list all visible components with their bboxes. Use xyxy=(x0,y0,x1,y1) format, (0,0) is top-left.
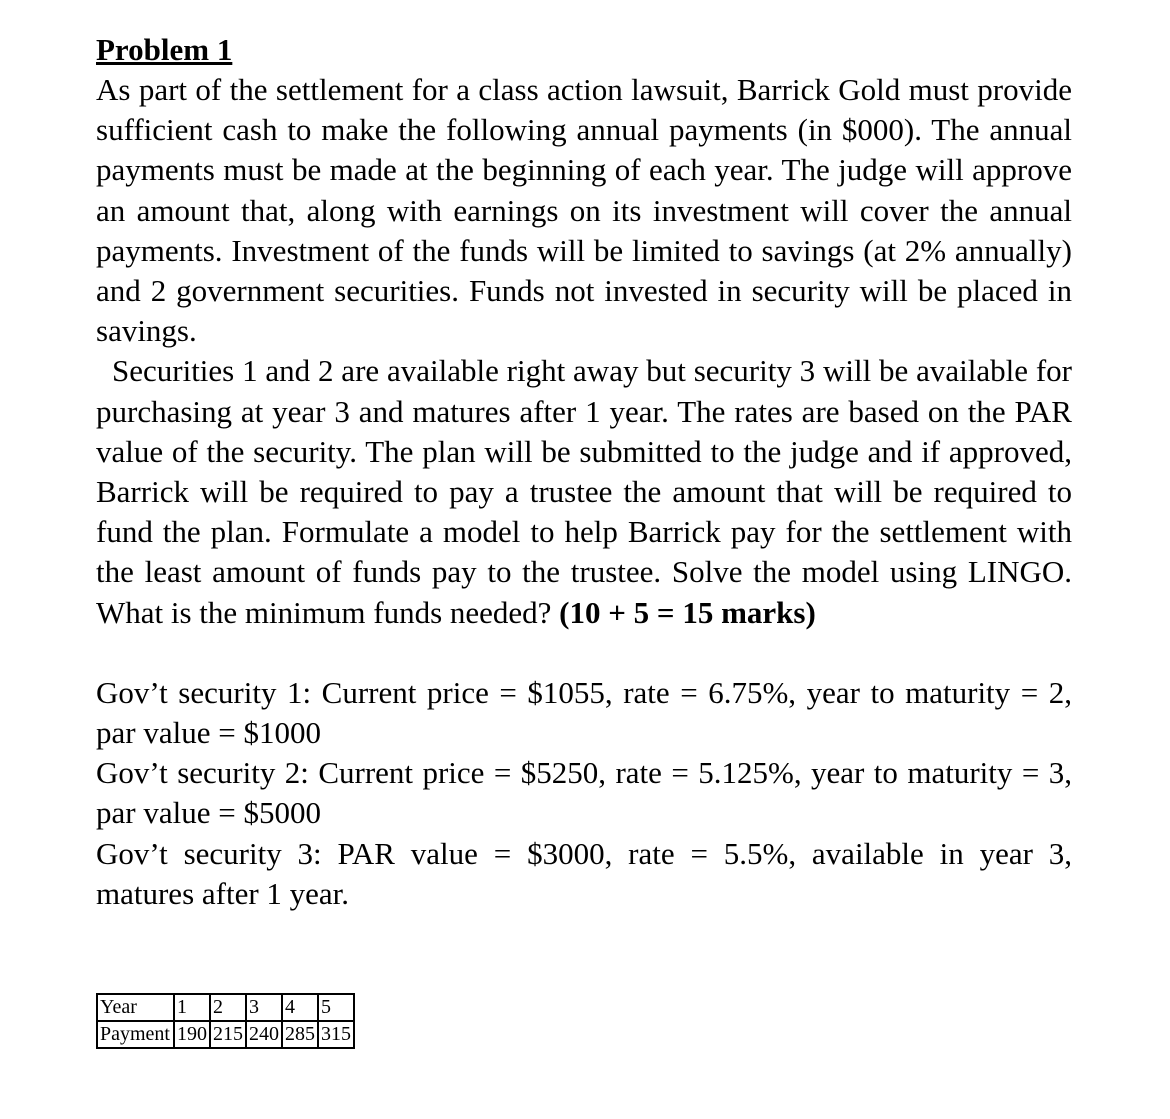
security-1-description: Gov’t security 1: Current price = $1055, rate = 6.75%, year to maturity = 2, par value = $1000 xyxy=(96,674,1072,751)
marks-label: (10 + 5 = 15 marks) xyxy=(559,594,816,630)
payments-table-container xyxy=(96,993,355,1049)
statement-part-2: Securities 1 and 2 are available right away but security 3 will be available for purchasing at year 3 and matures after 1 year. The rates are based on the PAR value of the security. The plan will be submitted to the judge and if approved, Barrick will be required to pay a trustee the amount that will be required to fund the plan. Formulate a model to help Barrick pay for the settlement with the least amount of funds pay to the trustee. Solve the model using LINGO. What is the minimum funds needed? xyxy=(96,353,1072,630)
problem-statement xyxy=(96,70,1072,633)
statement-part-1: As part of the settlement for a class action lawsuit, Barrick Gold must provide sufficient cash to make the following annual payments (in $000). The annual payments must be made at the beginning of each year. The judge will approve an amount that, along with earnings on its investment will cover the annual payments. Investment of the funds will be limited to savings (at 2% annually) and 2 government securities. Funds not invested in security will be placed in savings. xyxy=(96,72,1072,349)
problem-document xyxy=(96,30,1072,914)
year-cell: 5 xyxy=(318,994,354,1021)
table-row-year xyxy=(97,994,354,1021)
payment-cell: 315 xyxy=(318,1021,354,1048)
year-cell: 1 xyxy=(174,994,210,1021)
year-cell: 2 xyxy=(210,994,246,1021)
payment-cell: 190 xyxy=(174,1021,210,1048)
row-label-year: Year xyxy=(97,994,174,1021)
year-cell: 4 xyxy=(282,994,318,1021)
year-cell: 3 xyxy=(246,994,282,1021)
security-2-description: Gov’t security 2: Current price = $5250, rate = 5.125%, year to maturity = 3, par value = $5000 xyxy=(96,755,1072,831)
row-label-payment: Payment xyxy=(97,1021,174,1048)
problem-title: Problem 1 xyxy=(96,32,233,67)
security-3-description: Gov’t security 3: PAR value = $3000, rate = 5.5%, available in year 3, matures after 1 year. xyxy=(96,835,1072,911)
securities-list xyxy=(96,673,1072,914)
payments-table xyxy=(96,993,355,1049)
payment-cell: 285 xyxy=(282,1021,318,1048)
payment-cell: 240 xyxy=(246,1021,282,1048)
payment-cell: 215 xyxy=(210,1021,246,1048)
table-row-payment xyxy=(97,1021,354,1048)
